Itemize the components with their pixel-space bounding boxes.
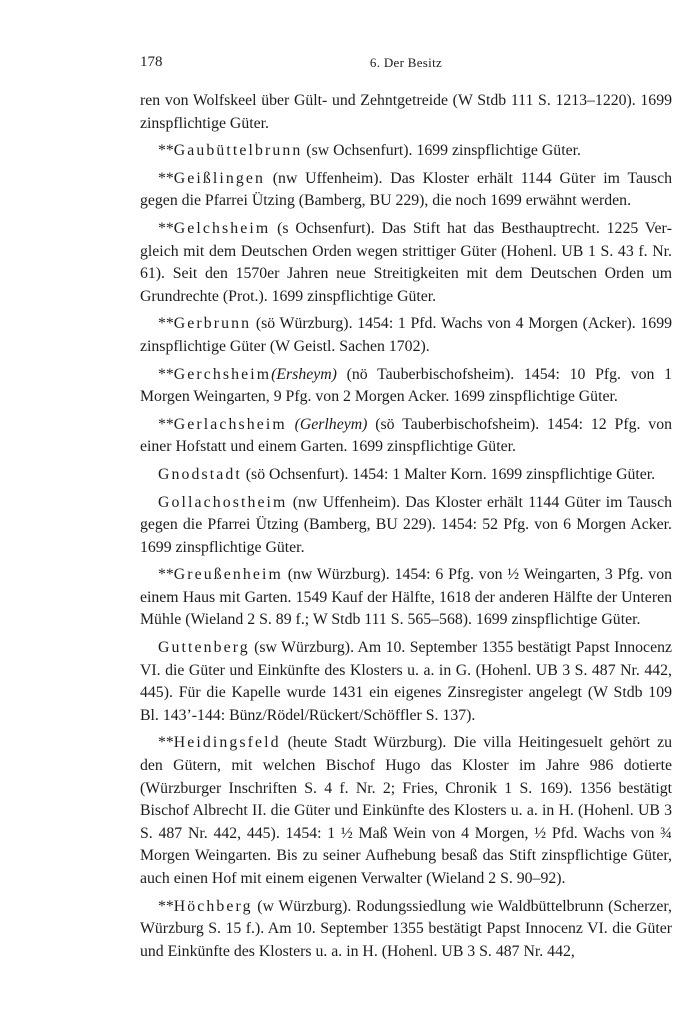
place-name: Gerchsheim: [173, 365, 272, 383]
entry-paragraph: [140, 364, 672, 409]
place-name: Guttenberg: [158, 639, 250, 657]
place-name: Gelchsheim: [173, 219, 271, 237]
entry-text: (nw Uffenheim). Das Kloster erhält 1144 Güter im Tausch gegen die Pfarrei Ützing (Bamberg, BU 229), die noch 1699 erwähnt werden.: [140, 169, 672, 210]
place-name: Gaubüttelbrunn: [173, 142, 303, 160]
entry-paragraph: [140, 168, 672, 213]
historic-spelling: (Gerlheym): [286, 415, 368, 433]
entry-text: ren von Wolfskeel über Gült- und Zehntgetreide (W Stdb 111 S. 1213–1220). 1699 zinspflichtige Güter.: [140, 92, 672, 132]
entry-paragraph: [140, 313, 672, 358]
entry-marker: **: [158, 415, 174, 433]
entry-marker: **: [158, 566, 174, 584]
entry-marker: **: [158, 365, 174, 383]
entry-marker: **: [158, 169, 174, 187]
entry-paragraph: [140, 564, 672, 632]
place-name: Greußenheim: [173, 566, 283, 584]
place-name: Geißlingen: [173, 169, 265, 187]
entry-marker: **: [158, 897, 174, 915]
entry-text: (s Ochsenfurt). Das Stift hat das Besthauptrecht. 1225 Vergleich mit dem Deutschen Orden wegen strittiger Güter (Hohenl. UB 1 S. 43 f. Nr. 61). Seit den 1570er Jahren neue Streitigkeiten mit dem Deutschen Orden um Grundrechte (Prot.). 1699 zinspflichtige Güter.: [140, 219, 672, 305]
entry-paragraph: [140, 140, 672, 163]
place-name: Heidingsfeld: [173, 734, 281, 752]
entry-text: (sw Würzburg). Am 10. September 1355 bestätigt Papst Innocenz VI. die Güter und Einkünfte des Klosters u. a. in G. (Hohenl. UB 3 S. 487 Nr. 442, 445). Für die Kapelle wurde 1431 ein eigenes Zinsregister angelegt (W Stdb 109 Bl. 143’-144: Bünz/Rödel/Rückert/Schöffler S. 137).: [140, 639, 672, 724]
entry-text: (sö Ochsenfurt). 1454: 1 Malter Korn. 1699 zinspflichtige Güter.: [241, 465, 656, 483]
entry-paragraph: [140, 492, 672, 560]
place-name: Gerbrunn: [173, 315, 252, 333]
entry-marker: **: [158, 219, 174, 237]
entry-text: (nö Tauberbischofsheim). 1454: 10 Pfg. von 1 Morgen Weingarten, 9 Pfg. von 2 Morgen Acker. 1699 zinspflichtige Güter.: [140, 365, 672, 406]
running-head: 6. Der Besitz: [369, 55, 443, 70]
entry-text: (sö Tauberbischofsheim). 1454: 12 Pfg. von einer Hofstatt und einem Garten. 1699 zinspflichtige Güter.: [140, 415, 672, 456]
entry-text: (sö Würzburg). 1454: 1 Pfd. Wachs von 4 Morgen (Acker). 1699 zinspflichtige Güter (W Geistl. Sachen 1702).: [140, 315, 672, 355]
entry-marker: **: [158, 315, 174, 333]
page-header: [140, 54, 672, 76]
entry-paragraph: [140, 218, 672, 308]
place-name: Gollachostheim: [158, 493, 288, 511]
entry-paragraph: [140, 464, 672, 487]
place-name: Gnodstadt: [158, 465, 242, 483]
entry-marker: **: [158, 142, 174, 160]
historic-spelling: (Ersheym): [271, 365, 337, 383]
place-name: Gerlachsheim: [173, 415, 287, 433]
entry-paragraph: [140, 896, 672, 964]
entry-text: (w Würzburg). Rodungssiedlung wie Waldbüttelbrunn (Scherzer, Würzburg S. 15 f.). Am 10. September 1355 bestätigt Papst Innocenz VI. die Güter und Einkünfte des Klosters u. a. in H. (Hohenl. UB 3 S. 487 Nr. 442,: [140, 897, 672, 960]
entry-text: (heute Stadt Würzburg). Die villa Heitingesuelt gehört zu den Gütern, mit welchen Bischof Hugo das Kloster im Jahre 986 dotierte (Würzburger Inschriften S. 4 f. Nr. 2; Fries, Chronik 1 S. 169). 1356 bestätigt Bischof Albrecht II. die Güter und Einkünfte des Klosters u. a. in H. (Hohenl. UB 3 S. 487 Nr. 442, 445). 1454: 1 ½ Maß Wein von 4 Morgen, ½ Pfd. Wachs von ¾ Morgen Weingarten. Bis zu seiner Aufhebung besaß das Stift zinspflichtige Güter, auch einen Hof mit einem eigenen Verwalter (Wieland 2 S. 90–92).: [140, 734, 672, 887]
entry-text: (nw Uffenheim). Das Kloster erhält 1144 Güter im Tausch gegen die Pfarrei Ützing (Bamberg, BU 229). 1454: 52 Pfg. von 6 Morgen Acker. 1699 zinspflichtige Güter.: [140, 493, 672, 556]
entry-paragraph: [140, 637, 672, 727]
entry-paragraph: [140, 90, 672, 135]
page-number: 178: [140, 54, 163, 70]
body-text: [140, 90, 672, 968]
entry-marker: **: [158, 734, 174, 752]
entry-text: (sw Ochsenfurt). 1699 zinspflichtige Güter.: [302, 142, 581, 160]
entry-text: (nw Würzburg). 1454: 6 Pfg. von ½ Weingarten, 3 Pfg. von einem Haus mit Garten. 1549 Kauf der Hälfte, 1618 der anderen Hälfte der Unteren Mühle (Wieland 2 S. 89 f.; W Stdb 111 S. 565–568). 1699 zinspflichtige Güter.: [140, 566, 672, 629]
entry-paragraph: [140, 414, 672, 459]
place-name: Höchberg: [173, 897, 253, 915]
entry-paragraph: [140, 732, 672, 890]
